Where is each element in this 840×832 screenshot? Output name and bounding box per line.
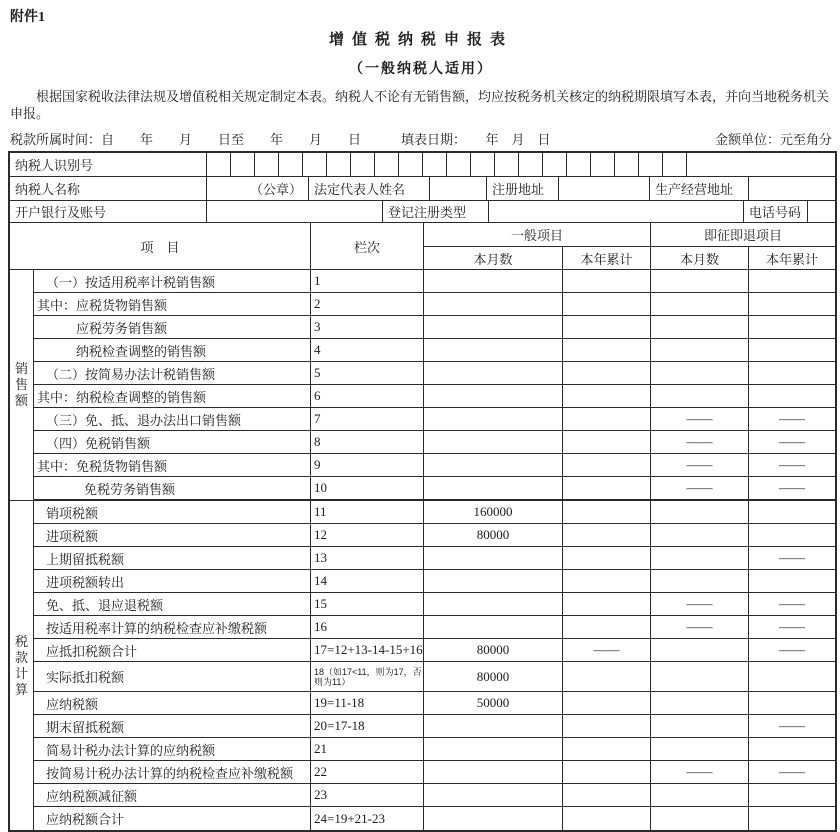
cell-refund-ytd: —— [748, 454, 835, 476]
table-row [34, 761, 835, 784]
taxpayer-name-row [10, 177, 835, 201]
row-col-no: 22 [310, 761, 423, 783]
id-box[interactable] [471, 153, 495, 176]
business-address-field[interactable] [749, 177, 835, 200]
header-refund-month: 本月数 [650, 247, 748, 269]
cell-general-month[interactable] [423, 570, 562, 592]
cell-refund-ytd: —— [748, 593, 835, 615]
cell-refund-ytd: —— [748, 431, 835, 453]
table-row [34, 293, 835, 316]
table-row [34, 738, 835, 761]
row-col-no: 7 [310, 408, 423, 430]
cell-refund-month[interactable] [650, 293, 748, 315]
cell-refund-month[interactable] [650, 316, 748, 338]
id-box[interactable] [447, 153, 471, 176]
id-box[interactable] [663, 153, 687, 176]
attachment-label: 附件1 [10, 10, 45, 25]
cell-refund-month: —— [650, 408, 748, 430]
row-label: 应纳税额 [46, 696, 99, 712]
cell-refund-month: —— [650, 431, 748, 453]
id-box[interactable] [399, 153, 423, 176]
row-col-no: 13 [310, 547, 423, 569]
table-row [34, 715, 835, 738]
row-col-no: 18（如17<11，则为17，否则为11） [310, 662, 423, 691]
reg-address-field[interactable] [559, 177, 650, 200]
section-tax-calc [10, 500, 835, 830]
cell-refund-month[interactable] [650, 715, 748, 737]
cell-general-month[interactable] [423, 385, 562, 407]
cell-general-ytd[interactable] [562, 662, 650, 691]
row-col-no: 20=17-18 [310, 715, 423, 737]
row-label: 应税劳务销售额 [76, 320, 168, 336]
section-sales [10, 270, 835, 500]
table-row [34, 316, 835, 339]
cell-refund-ytd[interactable] [748, 362, 835, 384]
reg-address-label: 注册地址 [487, 177, 559, 200]
row-label: 免、抵、退应退税额 [46, 597, 164, 613]
cell-general-month[interactable] [423, 547, 562, 569]
row-label: 简易计税办法计算的应纳税额 [46, 742, 216, 758]
cell-refund-ytd: —— [748, 761, 835, 783]
cell-refund-ytd[interactable] [748, 524, 835, 546]
cell-refund-ytd: —— [748, 639, 835, 661]
cell-refund-month[interactable] [650, 738, 748, 760]
header-item: 项 目 [140, 239, 180, 255]
cell-general-month[interactable] [423, 293, 562, 315]
form-instructions: 根据国家税收法律法规及增值税相关规定制定本表。纳税人不论有无销售额，均应按税务机关核定的纳税期限填写本表，并向当地税务机关申报。 [10, 89, 830, 121]
row-col-no: 5 [310, 362, 423, 384]
cell-general-ytd[interactable] [562, 738, 650, 760]
seal-hint: （公章） [249, 182, 302, 197]
section-tax-calc-label: 税款计算 [10, 501, 34, 830]
cell-refund-ytd[interactable] [748, 501, 835, 523]
header-general-month: 本月数 [423, 247, 562, 269]
id-box[interactable] [375, 153, 399, 176]
cell-refund-ytd: —— [748, 477, 835, 499]
cell-general-month[interactable] [423, 807, 562, 830]
cell-general-ytd[interactable] [562, 385, 650, 407]
business-address-label: 生产经营地址 [650, 177, 749, 200]
row-col-no: 11 [310, 501, 423, 523]
cell-general-ytd: —— [562, 639, 650, 661]
page-header [0, 0, 840, 148]
taxpayer-id-filler [687, 153, 835, 176]
legal-rep-field[interactable] [430, 177, 487, 200]
row-label: （一）按适用税率计税销售额 [46, 274, 216, 290]
row-col-no: 21 [310, 738, 423, 760]
cell-refund-month[interactable] [650, 385, 748, 407]
form-subtitle: （一般纳税人适用） [349, 62, 493, 77]
cell-refund-month[interactable] [650, 524, 748, 546]
id-box[interactable] [519, 153, 543, 176]
table-row [34, 662, 835, 692]
cell-general-ytd[interactable] [562, 293, 650, 315]
cell-general-ytd[interactable] [562, 593, 650, 615]
row-label: 应抵扣税额合计 [46, 643, 138, 659]
table-row [34, 362, 835, 385]
cell-refund-ytd[interactable] [748, 339, 835, 361]
cell-refund-month[interactable] [650, 807, 748, 830]
legal-rep-label: 法定代表人姓名 [309, 177, 430, 200]
cell-refund-month: —— [650, 593, 748, 615]
row-label: 进项税额转出 [46, 574, 125, 590]
reg-type-label: 登记注册类型 [383, 201, 489, 222]
id-box[interactable] [639, 153, 663, 176]
id-box[interactable] [591, 153, 615, 176]
table-row [34, 547, 835, 570]
id-box[interactable] [255, 153, 279, 176]
id-box[interactable] [543, 153, 567, 176]
cell-refund-ytd[interactable] [748, 738, 835, 760]
cell-general-ytd[interactable] [562, 454, 650, 476]
row-label: 进项税额 [46, 528, 99, 544]
row-label: （四）免税销售额 [46, 435, 151, 451]
row-label: 其中：免税货物销售额 [37, 458, 168, 474]
id-box[interactable] [279, 153, 303, 176]
table-row [34, 593, 835, 616]
cell-refund-ytd[interactable] [748, 270, 835, 292]
phone-label: 电话号码 [744, 201, 808, 222]
cell-general-month[interactable] [423, 431, 562, 453]
row-label: 应纳税额合计 [46, 812, 125, 827]
row-label: （二）按简易办法计税销售额 [46, 366, 216, 382]
row-label: 按适用税率计算的纳税检查应补缴税额 [46, 620, 268, 636]
header-general-group: 一般项目 [423, 223, 650, 246]
table-row [34, 501, 835, 524]
row-col-no: 2 [310, 293, 423, 315]
taxpayer-name-field[interactable] [207, 177, 309, 200]
cell-refund-month[interactable] [650, 501, 748, 523]
table-row [34, 784, 835, 807]
cell-refund-ytd: —— [748, 616, 835, 638]
cell-refund-month[interactable] [650, 270, 748, 292]
cell-general-ytd[interactable] [562, 316, 650, 338]
cell-refund-month[interactable] [650, 547, 748, 569]
table-header [10, 223, 835, 270]
table-row [34, 385, 835, 408]
table-row [34, 639, 835, 662]
cell-general-month[interactable]: 80000 [423, 524, 562, 546]
tax-period-line: 税款所属时间：自 年 月 日至 年 月 日 [10, 132, 362, 147]
bank-field[interactable] [207, 201, 383, 222]
row-label: 实际抵扣税额 [46, 670, 125, 685]
row-label: 上期留抵税额 [46, 551, 125, 567]
cell-general-month[interactable]: 80000 [423, 662, 562, 691]
header-refund-group: 即征即退项目 [650, 223, 835, 246]
row-label: 应纳税额减征额 [46, 788, 138, 804]
row-col-no: 6 [310, 385, 423, 407]
row-label: 销项税额 [46, 505, 99, 521]
id-box[interactable] [495, 153, 519, 176]
row-col-no: 23 [310, 784, 423, 806]
cell-general-ytd[interactable] [562, 408, 650, 430]
row-col-no: 4 [310, 339, 423, 361]
row-col-no: 8 [310, 431, 423, 453]
table-row [34, 807, 835, 830]
phone-field[interactable] [808, 201, 835, 222]
table-row [34, 692, 835, 715]
cell-refund-ytd: —— [748, 408, 835, 430]
cell-general-ytd[interactable] [562, 547, 650, 569]
cell-refund-month[interactable] [650, 570, 748, 592]
taxpayer-id-label: 纳税人识别号 [10, 153, 207, 176]
cell-refund-ytd[interactable] [748, 807, 835, 830]
table-row [34, 270, 835, 293]
taxpayer-id-boxes [207, 153, 687, 176]
row-col-no: 10 [310, 477, 423, 499]
taxpayer-name-label: 纳税人名称 [10, 177, 207, 200]
cell-general-ytd[interactable] [562, 616, 650, 638]
cell-general-month[interactable] [423, 738, 562, 760]
cell-general-month[interactable] [423, 339, 562, 361]
section-sales-label: 销售额 [10, 270, 34, 500]
header-col-no: 栏次 [310, 223, 423, 269]
cell-refund-month[interactable] [650, 692, 748, 714]
cell-general-ytd[interactable] [562, 761, 650, 783]
row-col-no: 3 [310, 316, 423, 338]
cell-refund-ytd[interactable] [748, 385, 835, 407]
table-row [34, 454, 835, 477]
cell-general-ytd[interactable] [562, 570, 650, 592]
id-box[interactable] [303, 153, 327, 176]
table-row [34, 570, 835, 593]
section-tax-calc-rows [34, 501, 835, 830]
row-col-no: 1 [310, 270, 423, 292]
cell-refund-month[interactable] [650, 784, 748, 806]
id-box[interactable] [231, 153, 255, 176]
cell-refund-ytd[interactable] [748, 662, 835, 691]
cell-general-month[interactable] [423, 316, 562, 338]
row-label: 按简易计税办法计算的纳税检查应补缴税额 [46, 765, 294, 781]
table-row [34, 524, 835, 547]
table-row [34, 408, 835, 431]
cell-general-month[interactable] [423, 715, 562, 737]
section-sales-rows [34, 270, 835, 500]
row-label: 其中：纳税检查调整的销售额 [37, 389, 207, 405]
row-label: （三）免、抵、退办法出口销售额 [46, 412, 242, 428]
id-box[interactable] [207, 153, 231, 176]
cell-general-ytd[interactable] [562, 362, 650, 384]
cell-general-ytd[interactable] [562, 477, 650, 499]
cell-general-month[interactable] [423, 616, 562, 638]
table-row [34, 616, 835, 639]
row-label: 期末留抵税额 [46, 719, 125, 735]
reg-type-field[interactable] [489, 201, 744, 222]
header-right-group [423, 223, 835, 269]
cell-refund-month[interactable] [650, 362, 748, 384]
filing-date-line: 填表日期： 年 月 日 [401, 132, 551, 147]
row-col-no: 16 [310, 616, 423, 638]
cell-general-month[interactable]: 50000 [423, 692, 562, 714]
id-box[interactable] [567, 153, 591, 176]
cell-general-ytd[interactable] [562, 692, 650, 714]
table-row [34, 339, 835, 362]
row-col-no: 12 [310, 524, 423, 546]
cell-general-month[interactable] [423, 593, 562, 615]
cell-general-month[interactable] [423, 408, 562, 430]
cell-general-month[interactable] [423, 784, 562, 806]
cell-general-ytd[interactable] [562, 524, 650, 546]
bank-label: 开户银行及账号 [10, 201, 207, 222]
row-col-no: 14 [310, 570, 423, 592]
cell-refund-ytd[interactable] [748, 784, 835, 806]
cell-general-ytd[interactable] [562, 431, 650, 453]
amount-unit-label: 金额单位：元至角分 [714, 132, 832, 147]
id-box[interactable] [423, 153, 447, 176]
row-label: 免税劳务销售额 [84, 481, 176, 497]
cell-refund-ytd[interactable] [748, 293, 835, 315]
row-col-no: 17=12+13-14-15+16 [310, 639, 423, 661]
cell-refund-month[interactable] [650, 639, 748, 661]
row-col-no: 19=11-18 [310, 692, 423, 714]
cell-general-ytd[interactable] [562, 715, 650, 737]
cell-refund-ytd: —— [748, 547, 835, 569]
table-row [34, 431, 835, 454]
cell-refund-ytd[interactable] [748, 570, 835, 592]
cell-general-ytd[interactable] [562, 784, 650, 806]
cell-refund-month: —— [650, 477, 748, 499]
row-col-no: 9 [310, 454, 423, 476]
meta-line [10, 129, 832, 148]
cell-general-month[interactable] [423, 454, 562, 476]
vat-return-form [8, 151, 837, 832]
row-label: 其中：应税货物销售额 [37, 297, 168, 313]
table-row [34, 477, 835, 500]
cell-general-ytd[interactable] [562, 501, 650, 523]
id-box[interactable] [351, 153, 375, 176]
row-col-no: 15 [310, 593, 423, 615]
cell-general-ytd[interactable] [562, 270, 650, 292]
header-general-ytd: 本年累计 [562, 247, 650, 269]
cell-general-month[interactable]: 160000 [423, 501, 562, 523]
header-refund-ytd: 本年累计 [748, 247, 835, 269]
cell-general-month[interactable] [423, 477, 562, 499]
cell-refund-month[interactable] [650, 662, 748, 691]
row-col-no: 24=19+21-23 [310, 807, 423, 830]
cell-general-ytd[interactable] [562, 807, 650, 830]
id-box[interactable] [327, 153, 351, 176]
cell-refund-ytd[interactable] [748, 692, 835, 714]
cell-refund-month[interactable] [650, 339, 748, 361]
id-box[interactable] [615, 153, 639, 176]
cell-general-month[interactable]: 80000 [423, 639, 562, 661]
row-label: 纳税检查调整的销售额 [76, 343, 207, 359]
cell-general-month[interactable] [423, 761, 562, 783]
cell-general-month[interactable] [423, 362, 562, 384]
cell-refund-month: —— [650, 761, 748, 783]
cell-refund-ytd: —— [748, 715, 835, 737]
form-title: 增值税纳税申报表 [328, 32, 513, 48]
bank-row [10, 201, 835, 223]
cell-refund-month: —— [650, 454, 748, 476]
cell-general-month[interactable] [423, 270, 562, 292]
taxpayer-id-row [10, 153, 835, 177]
cell-general-ytd[interactable] [562, 339, 650, 361]
cell-refund-ytd[interactable] [748, 316, 835, 338]
cell-refund-month: —— [650, 616, 748, 638]
